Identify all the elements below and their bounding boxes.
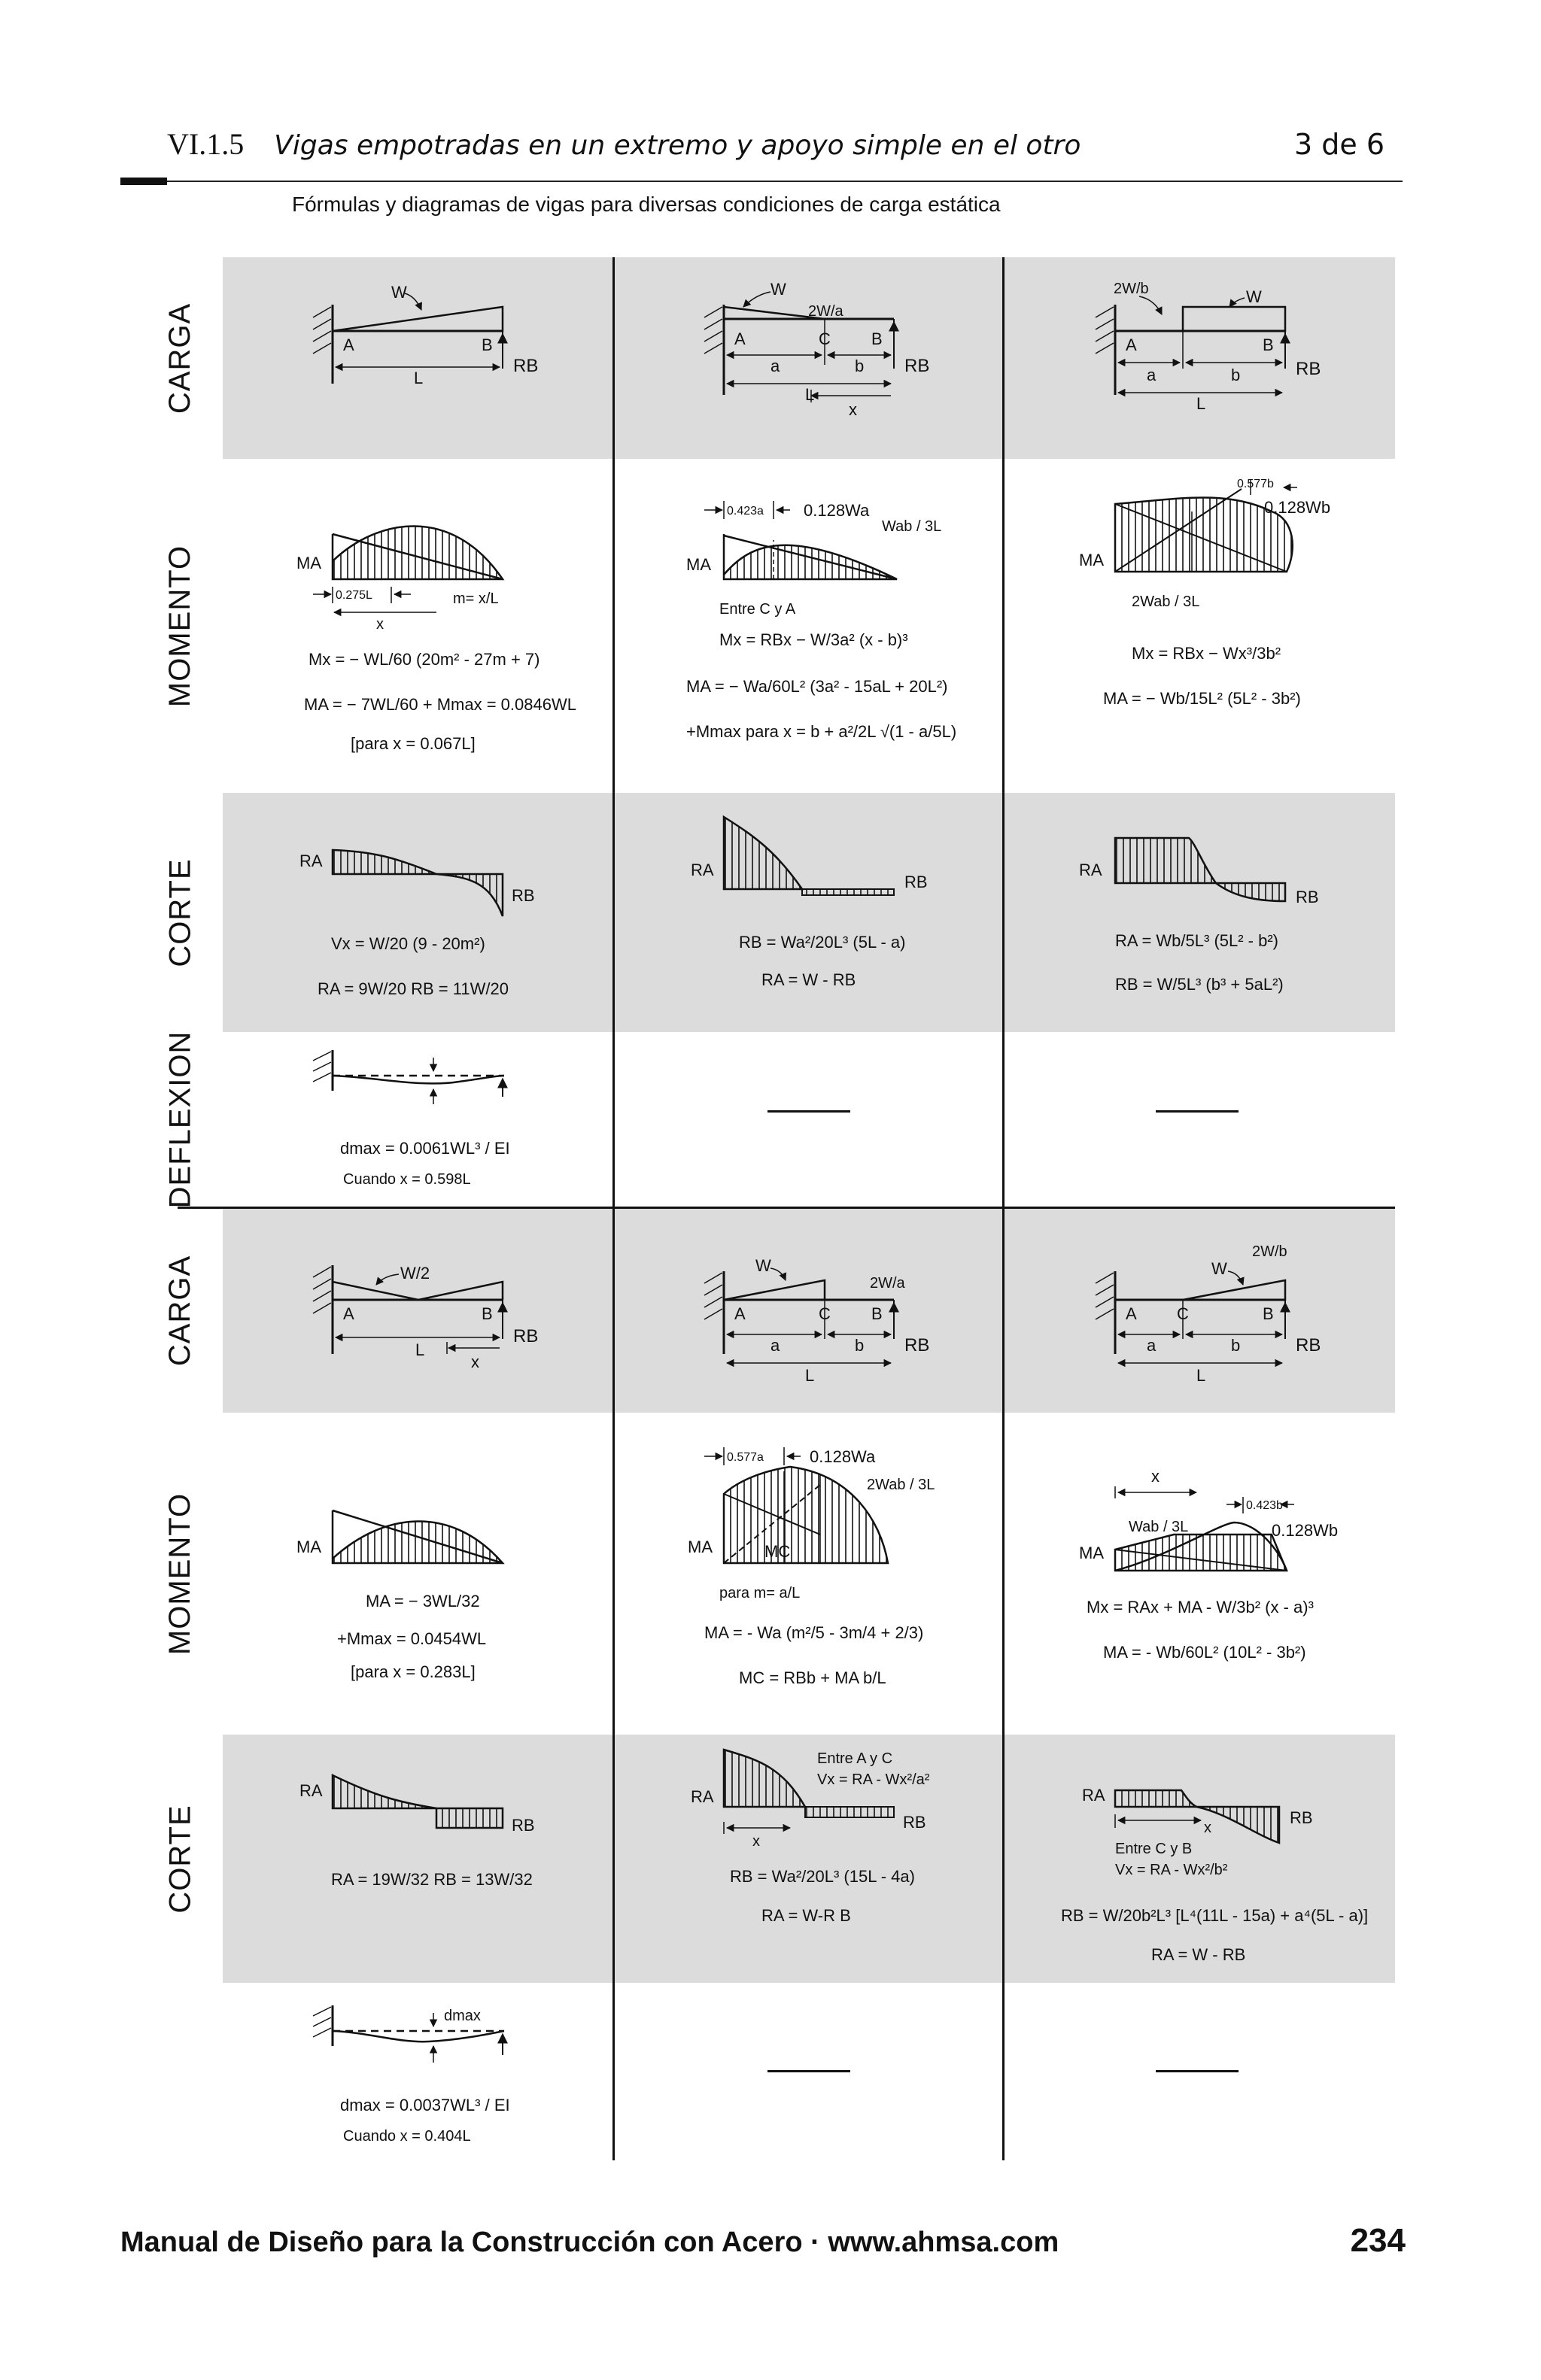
svg-text:[para x = 0.283L]: [para x = 0.283L]: [351, 1662, 476, 1681]
diagram-corte-bottom-2: [677, 1738, 993, 1971]
svg-text:Mx = RBx − W/3a² (x - b)³: Mx = RBx − W/3a² (x - b)³: [719, 630, 908, 649]
diagram-carga-bottom-2: [692, 1241, 978, 1407]
svg-text:RB: RB: [1296, 1335, 1321, 1355]
subtitle: Fórmulas y diagramas de vigas para diversas condiciones de carga estática: [292, 193, 1001, 216]
svg-text:A: A: [734, 1304, 746, 1323]
svg-text:RB: RB: [903, 1813, 926, 1832]
svg-text:RA = 9W/20 RB = 11W/20: RA = 9W/20 RB = 11W/20: [318, 979, 509, 998]
svg-text:x: x: [471, 1352, 479, 1371]
svg-text:a: a: [770, 1336, 780, 1355]
svg-text:Cuando x = 0.404L: Cuando x = 0.404L: [343, 2128, 471, 2145]
svg-text:B: B: [871, 329, 883, 348]
diagram-corte-top-2: [677, 805, 993, 1015]
svg-text:RA = W - RB: RA = W - RB: [1151, 1945, 1246, 1964]
svg-text:0.128Wa: 0.128Wa: [804, 501, 870, 520]
svg-text:Mx = RBx − Wx³/3b²: Mx = RBx − Wx³/3b²: [1132, 644, 1281, 663]
svg-text:MA = − Wa/60L² (3a² - 15aL + 2: MA = − Wa/60L² (3a² - 15aL + 20L²): [686, 677, 948, 696]
row-label-deflexion-2: [143, 1983, 218, 2160]
svg-text:C: C: [1177, 1304, 1189, 1323]
row-label-momento-2: MOMENTO: [163, 1492, 197, 1655]
svg-text:RA: RA: [1079, 861, 1102, 879]
svg-text:RB: RB: [512, 886, 535, 905]
svg-text:L: L: [415, 1340, 425, 1359]
row-label-corte: CORTE: [163, 858, 197, 967]
diagram-carga-bottom-3: [1084, 1241, 1369, 1407]
svg-text:[para x = 0.067L]: [para x = 0.067L]: [351, 734, 476, 753]
svg-text:MA = - Wb/60L² (10L² - 3b²): MA = - Wb/60L² (10L² - 3b²): [1103, 1643, 1306, 1662]
diagram-corte-top-3: [1068, 812, 1384, 1023]
svg-text:A: A: [734, 329, 746, 348]
svg-text:MC: MC: [764, 1542, 791, 1561]
svg-text:RB: RB: [513, 356, 539, 376]
svg-text:RA = 19W/32 RB = 13W/32: RA = 19W/32 RB = 13W/32: [331, 1870, 533, 1889]
diagram-carga-top-1: [301, 271, 587, 451]
section-title: Vigas empotradas en un extremo y apoyo simple en el otro: [274, 130, 1081, 161]
svg-text:0.128Wb: 0.128Wb: [1264, 498, 1331, 517]
diagram-momento-top-2: [662, 474, 993, 782]
footer-manual: Manual de Diseño para la Construcción con Acero · www.ahmsa.com: [120, 2227, 1059, 2258]
diagram-carga-top-2: [692, 271, 978, 451]
svg-text:MA = − 7WL/60 + Mmax = 0.084: MA = − 7WL/60 + Mmax = 0.0846WL: [304, 695, 576, 714]
svg-text:RA: RA: [299, 852, 323, 870]
svg-text:Cuando x = 0.598L: Cuando x = 0.598L: [343, 1171, 471, 1188]
svg-text:dmax = 0.0061WL³ / EI: dmax = 0.0061WL³ / EI: [340, 1139, 510, 1158]
svg-text:2Wab / 3L: 2Wab / 3L: [1132, 593, 1200, 610]
svg-text:2Wab / 3L: 2Wab / 3L: [867, 1477, 935, 1493]
svg-text:B: B: [871, 1304, 883, 1323]
svg-text:MA: MA: [1079, 1544, 1104, 1562]
diagram-momento-top-3: [1053, 466, 1384, 782]
diagram-deflexion-top-1: [301, 1038, 602, 1204]
svg-text:L: L: [805, 385, 815, 404]
svg-text:0.577b: 0.577b: [1237, 478, 1274, 490]
diagram-carga-top-3: [1084, 271, 1369, 451]
svg-text:RB = Wa²/20L³ (5L - a): RB = Wa²/20L³ (5L - a): [739, 933, 906, 952]
svg-text:Entre C y A: Entre C y A: [719, 601, 796, 618]
svg-text:b: b: [1231, 366, 1241, 384]
diagram-momento-top-1: [286, 474, 602, 782]
svg-text:Mx = RAx + MA - W/3b² (x - a)³: Mx = RAx + MA - W/3b² (x - a)³: [1087, 1598, 1314, 1617]
diagram-momento-bottom-2: [662, 1429, 993, 1730]
empty-cell-dash-3: [767, 2070, 850, 2085]
svg-text:dmax: dmax: [444, 2008, 481, 2024]
svg-text:para m= a/L: para m= a/L: [719, 1585, 801, 1601]
row-label-momento: MOMENTO: [163, 545, 197, 707]
column-divider-1: [612, 257, 615, 2160]
svg-text:x: x: [849, 400, 857, 419]
svg-text:RB: RB: [1290, 1808, 1313, 1827]
svg-text:A: A: [343, 335, 354, 354]
diagram-momento-bottom-1: [286, 1474, 602, 1700]
svg-text:B: B: [1263, 335, 1274, 354]
svg-text:B: B: [482, 1304, 493, 1323]
svg-text:b: b: [1231, 1336, 1241, 1355]
svg-text:x: x: [752, 1833, 760, 1850]
diagram-momento-bottom-3: [1053, 1444, 1384, 1730]
svg-text:L: L: [414, 369, 424, 387]
svg-text:C: C: [819, 329, 831, 348]
svg-text:L: L: [1196, 394, 1206, 413]
svg-text:MA: MA: [686, 555, 711, 574]
empty-cell-dash-2: [1156, 1110, 1239, 1125]
column-divider-2: [1002, 257, 1005, 2160]
svg-text:0.423a: 0.423a: [727, 505, 764, 518]
svg-text:RB = W/5L³ (b³ + 5aL²): RB = W/5L³ (b³ + 5aL²): [1115, 975, 1284, 994]
svg-text:MC = RBb + MA b/L: MC = RBb + MA b/L: [739, 1668, 886, 1687]
footer-page-number: 234: [1350, 2222, 1406, 2259]
svg-text:m= x/L: m= x/L: [453, 590, 499, 607]
svg-text:MA: MA: [1079, 551, 1104, 569]
diagram-carga-bottom-1: [301, 1234, 587, 1407]
svg-text:RA = Wb/5L³ (5L² - b²): RA = Wb/5L³ (5L² - b²): [1115, 931, 1279, 950]
svg-text:Entre A y C: Entre A y C: [817, 1750, 893, 1767]
svg-text:W: W: [1246, 287, 1262, 306]
svg-text:RA: RA: [299, 1781, 323, 1800]
svg-text:A: A: [1126, 335, 1137, 354]
row-label-corte-2: CORTE: [163, 1804, 197, 1914]
section-code: VI.1.5: [167, 127, 245, 161]
svg-text:a: a: [1147, 366, 1157, 384]
empty-cell-dash-1: [767, 1110, 850, 1125]
svg-text:RB = Wa²/20L³ (15L - 4a): RB = Wa²/20L³ (15L - 4a): [730, 1867, 915, 1886]
svg-text:MA = − 3WL/32: MA = − 3WL/32: [366, 1592, 480, 1610]
svg-text:Wab / 3L: Wab / 3L: [1129, 1519, 1189, 1535]
svg-text:Entre C y B: Entre C y B: [1115, 1841, 1193, 1857]
svg-text:MA: MA: [688, 1538, 713, 1556]
svg-text:RB: RB: [904, 1335, 930, 1355]
page-of: 3 de 6: [1293, 128, 1384, 161]
svg-text:+Mmax = 0.0454WL: +Mmax = 0.0454WL: [337, 1629, 487, 1648]
svg-text:C: C: [819, 1304, 831, 1323]
svg-text:L: L: [805, 1366, 815, 1385]
svg-text:2W/b: 2W/b: [1114, 281, 1149, 297]
svg-text:dmax = 0.0037WL³ / EI: dmax = 0.0037WL³ / EI: [340, 2096, 510, 2114]
svg-text:0.128Wa: 0.128Wa: [810, 1447, 876, 1466]
svg-text:x: x: [1204, 1820, 1211, 1836]
svg-text:x: x: [1151, 1467, 1160, 1486]
section-header: [167, 126, 1081, 162]
svg-text:MA = - Wa (m²/5 - 3m/4 + 2/3): MA = - Wa (m²/5 - 3m/4 + 2/3): [704, 1623, 924, 1642]
row-label-carga: CARGA: [163, 302, 197, 414]
svg-text:0.275L: 0.275L: [336, 589, 372, 602]
section-divider: [178, 1207, 1395, 1209]
svg-text:RB: RB: [1296, 359, 1321, 379]
diagram-corte-bottom-3: [1053, 1760, 1384, 1986]
svg-text:x: x: [376, 616, 384, 633]
svg-text:RB: RB: [1296, 888, 1319, 906]
header-rule-accent: [120, 178, 167, 185]
svg-text:2W/b: 2W/b: [1252, 1243, 1287, 1260]
svg-text:RB: RB: [512, 1816, 535, 1835]
svg-text:2W/a: 2W/a: [870, 1275, 905, 1292]
svg-text:Vx = RA - Wx²/b²: Vx = RA - Wx²/b²: [1115, 1862, 1228, 1878]
diagram-deflexion-bottom-1: [301, 1993, 602, 2159]
svg-text:RB: RB: [904, 356, 930, 376]
svg-text:b: b: [855, 357, 865, 375]
svg-text:MA: MA: [296, 554, 321, 572]
diagram-corte-top-1: [286, 812, 602, 1023]
svg-text:A: A: [1126, 1304, 1137, 1323]
svg-text:RA: RA: [1082, 1786, 1105, 1805]
svg-text:W: W: [770, 280, 786, 299]
svg-text:+Mmax para x = b + a²/2L √(1: +Mmax para x = b + a²/2L √(1 - a/5L): [686, 722, 957, 741]
svg-text:RB: RB: [904, 873, 928, 891]
svg-text:MA: MA: [296, 1538, 321, 1556]
svg-text:a: a: [1147, 1336, 1157, 1355]
svg-text:MA = − Wb/15L² (5L² - 3b²): MA = − Wb/15L² (5L² - 3b²): [1103, 689, 1301, 708]
row-label-carga-2: CARGA: [163, 1255, 197, 1366]
svg-text:Vx = RA - Wx²/a²: Vx = RA - Wx²/a²: [817, 1771, 930, 1788]
diagram-corte-bottom-1: [286, 1760, 602, 1911]
svg-text:W: W: [391, 283, 407, 302]
svg-text:a: a: [770, 357, 780, 375]
svg-text:RA = W - RB: RA = W - RB: [761, 970, 856, 989]
header-rule: [120, 181, 1403, 182]
svg-text:RA: RA: [691, 861, 714, 879]
svg-text:b: b: [855, 1336, 865, 1355]
svg-text:0.128Wb: 0.128Wb: [1272, 1521, 1339, 1540]
svg-text:RB = W/20b²L³ [L⁴(11L - 15a) +: RB = W/20b²L³ [L⁴(11L - 15a) + a⁴(5L - a)]: [1061, 1906, 1369, 1925]
svg-text:L: L: [1196, 1366, 1206, 1385]
svg-text:Mx = − WL/60 (20m² - 27m + 7): Mx = − WL/60 (20m² - 27m + 7): [309, 650, 540, 669]
svg-text:A: A: [343, 1304, 354, 1323]
svg-text:W/2: W/2: [400, 1264, 430, 1283]
svg-text:W: W: [1211, 1259, 1227, 1278]
svg-text:RB: RB: [513, 1326, 539, 1346]
svg-text:RA: RA: [691, 1787, 714, 1806]
svg-text:0.577a: 0.577a: [727, 1451, 764, 1464]
svg-text:RA = W-R B: RA = W-R B: [761, 1906, 851, 1925]
svg-text:B: B: [1263, 1304, 1274, 1323]
svg-text:Vx = W/20 (9 - 20m²): Vx = W/20 (9 - 20m²): [331, 934, 485, 953]
row-label-deflexion: DEFLEXION: [163, 1031, 197, 1208]
svg-text:B: B: [482, 335, 493, 354]
empty-cell-dash-4: [1156, 2070, 1239, 2085]
svg-text:0.423b: 0.423b: [1246, 1499, 1283, 1512]
svg-text:Wab / 3L: Wab / 3L: [882, 518, 942, 535]
svg-text:W: W: [755, 1256, 771, 1275]
svg-text:2W/a: 2W/a: [808, 303, 843, 320]
